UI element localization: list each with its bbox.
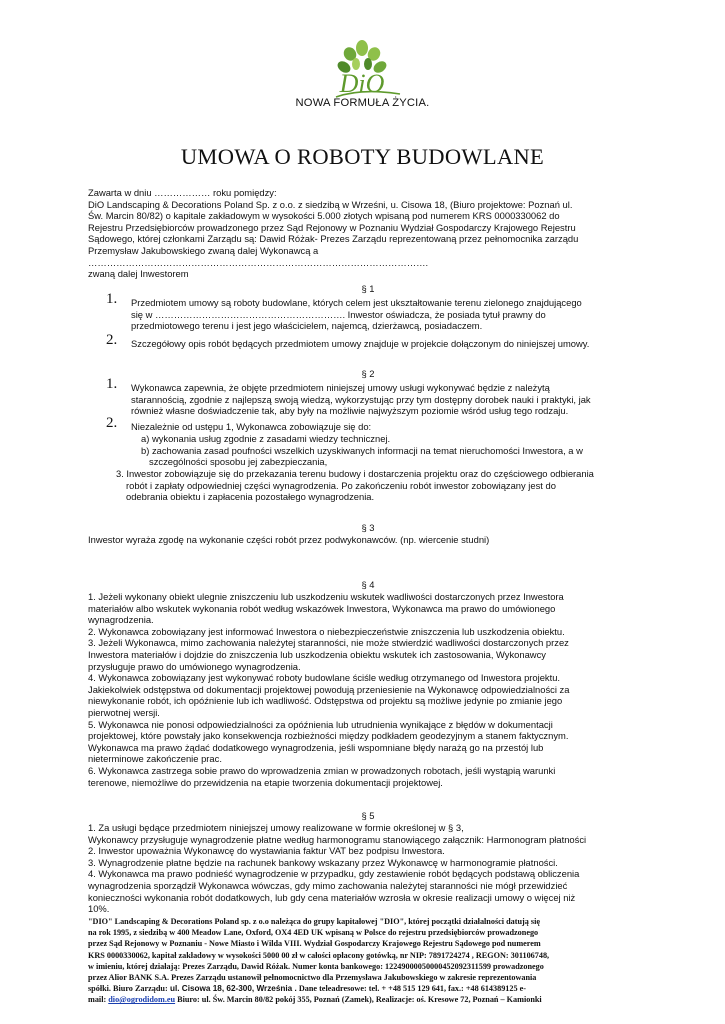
sub-item: b) zachowania zasad poufności wszelkich uzyskiwanych informacji na temat nieruchomości Inwestora, a w [141,444,583,456]
paragraph-line: projektowej, które powstały jako konsekwencja rozbieżności między podkładem geodezyjnym a stanem faktycznym. [88,730,569,742]
paragraph-line: Inwestora materiałów i dojdzie do zniszczenia lub uszkodzenia obiektu wskutek ich zastosowania, Wykonawcy [88,648,546,660]
paragraph-line: robót i zapłaty odpowiedniej części wynagrodzenia. Po zakończeniu robót inwestor zobowiązany jest do [126,479,556,491]
footer-line [88,983,648,994]
item-line: starannością, zgodnie z najlepszą swoją wiedzą, wykorzystując przy tym dostępny dorobek nauki i praktyki, jak [131,393,591,405]
paragraph-line: 4. Wykonawca ma prawo podnieść wynagrodzenie w przypadku, gdy zestawienie robót będących podstawą obliczenia [88,868,580,880]
section-4-heading: § 4 [361,579,375,590]
item-line: Wykonawca zapewnia, że objęte przedmiotem niniejszej umowy usługi wykonywać będzie z należytą [131,382,550,393]
footer-line: przez Sąd Rejonowy w Poznaniu - Nowe Miasto i Wilda VIII. Wydział Gospodarczy Krajowego Rejestru Sądowego pod numerem [88,939,541,949]
section-2-sublist [141,433,641,468]
section-3-text: Inwestor wyraża zgodę na wykonanie części robót przez podwykonawców. (np. wiercenie studni) [88,534,490,545]
paragraph-line: terenowe, niemożliwe do przewidzenia na etapie tworzenia dokumentacji projektowej. [88,776,443,788]
paragraph-line: 4. Wykonawca zobowiązany jest wykonywać roboty budowlane ściśle według otrzymanego od Inwestora projektu. [88,672,561,684]
intro-line: zwaną dalej Inwestorem [88,268,189,280]
intro-line: Św. Marcin 80/82) o kapitale zakładowym w wysokości 5.000 złotych wpisaną pod numerem KRS 0000330062 do [88,210,560,222]
footer-contact: Dane teleadresowe: tel. + +48 515 129 641, fax.: +48 614389125 e- [296,984,526,994]
company-footer [88,916,648,1006]
paragraph-line: 3. Inwestor zobowiązuje się do przekazania terenu budowy i dostarczenia projektu oraz do częściowego odbierania [116,468,594,479]
paragraph-line: odebrania obiektu i zapłacenia pozostałego wynagrodzenia. [126,491,375,503]
paragraph-line: wynagrodzenia. [88,614,154,626]
sub-item: szczególności sposobu jej zabezpieczania, [149,456,328,468]
section-5-heading: § 5 [361,810,375,821]
item-line: się w ……………………………………………………. Inwestor oświadcza, że posiada tytuł prawny do [131,308,546,320]
paragraph-line: 1. Jeżeli wykonany obiekt ulegnie zniszczeniu lub uszkodzeniu wskutek wadliwości dostarczonych przez Inwestora [88,591,564,602]
intro-block [88,187,648,280]
paragraph-line: nieterminowe zakończenie prac. [88,753,222,765]
paragraph-line: Wykonawca ma prawo żądać dodatkowego wynagrodzenia, jeśli wspomniane błędy narażą go na przestój lub [88,741,544,753]
intro-line: Rejestru Przedsiębiorców prowadzonego przez Sąd Rejonowy w Poznaniu Wydział Gospodarczy Krajowego Rejestru [88,221,576,233]
item-line: również własne doświadczenie tak, aby były na możliwie najwyższym poziomie wśród usług tego rodzaju. [131,405,569,417]
footer-office-label: spółki. Biuro Zarządu: [88,984,168,994]
intro-line: ………………………………………………………………………………………………. [88,256,429,268]
intro-line: DiO Landscaping & Decorations Poland Sp. z o.o. z siedzibą w Wrześni, u. Cisowa 18, (Biuro projektowe: Poznań ul. [88,198,573,210]
section-4-body [88,591,648,788]
tagline: NOWA FORMUŁA ŻYCIA. [295,97,430,109]
section-2-heading: § 2 [361,368,375,379]
intro-line: Przemysław Jakubowskiego zwaną dalej Wykonawcą a [88,244,319,256]
footer-offices: Biuro: ul. Św. Marcin 80/82 pokój 355, Poznań (Zamek), Realizacje: oś. Kresowe 72, Poznań – Kamionki [175,995,542,1005]
section-1-heading: § 1 [361,283,375,294]
paragraph-line: niewykonanie robót, ich opóźnienie lub ich wadliwość. Odstępstwa od projektu są możliwe jedynie po zmianie jego [88,695,563,707]
intro-line: Zawarta w dniu ……………… roku pomiędzy: [88,187,277,198]
item-number: 2. [106,415,118,431]
paragraph-line: wynagrodzenia sporządził Wykonawca wówczas, gdy mimo zachowania należytej staranności nie mógł przewidzieć [88,879,568,891]
paragraph-line: konieczności wykonania robót dodatkowych, lub gdy cena materiałów wzrosła w okresie realizacji umowy o więcej niż [88,891,576,903]
paragraph-line: 3. Wynagrodzenie płatne będzie na rachunek bankowy wskazany przez Wykonawcę w harmonogramie płatności. [88,856,558,868]
paragraph-line: 3. Jeżeli Wykonawca, mimo zachowania należytej staranności, nie może stwierdzić wadliwości dostarczonych przez [88,637,569,649]
paragraph-line: 2. Wykonawca zobowiązany jest informować Inwestora o niebezpieczeństwie zniszczenia lub uszkodzenia obiektu. [88,625,565,637]
paragraph-line: 2. Inwestor upoważnia Wykonawcę do wystawiania faktur VAT bez podpisu Inwestora. [88,845,445,857]
paragraph-line: przysługuje prawo do umówionego wynagrodzenia. [88,660,301,672]
footer-mail-label: mail: [88,995,109,1005]
section-2-point-3 [116,468,656,503]
paragraph-line: materiałów albo wskutek wykonania robót według wskazówek Inwestora, Wykonawca ma prawo do umówionego [88,602,556,614]
item-line: Niezależnie od ustępu 1, Wykonawca zobowiązuje się do: [131,421,372,432]
footer-address: ul. Cisowa 18, 62-300, Września . [167,984,297,994]
paragraph-line: Wykonawcy przysługuje wynagrodzenie płatne według harmonogramu stanowiącego załącznik: Harmonogram płatności [88,833,587,845]
footer-line: KRS 0000330062, kapitał zakładowy w wysokości 5000 00 zł w całości opłacony gotówką, nr NIP: 7891724274 , REGON: 301106748, [88,950,550,960]
section-5-body [88,822,648,915]
item-number: 2. [106,332,118,348]
paragraph-line: Jakiekolwiek odstępstwa od dokumentacji projektowej powodują przeniesienie na Wykonawcę odpowiedzialności za [88,683,570,695]
footer-line: w imieniu, której działają: Prezes Zarządu, Dawid Różak. Numer konta bankowego: 12249000050000452092311599 prowadzonego [88,961,544,971]
footer-line: "DIO" Landscaping & Decorations Poland sp. z o.o należąca do grupy kapitałowej "DIO", której początki działalności datują się [88,917,540,926]
item-number: 1. [106,376,118,392]
paragraph-line: 6. Wykonawca zastrzega sobie prawo do wprowadzenia zmian w prowadzonych robotach, jeśli wystąpią warunki [88,764,556,776]
intro-line: Sądowego, której członkami Zarządu są: Dawid Różak- Prezes Zarządu reprezentowaną przez pełnomocnika zarządu [88,233,579,245]
paragraph-line: 5. Wykonawca nie ponosi odpowiedzialności za opóźnienia lub utrudnienia wynikające z błędów w dokumentacji [88,718,553,730]
footer-line [88,994,648,1005]
footer-line: na rok 1995, z siedzibą w 400 Meadow Lane, Oxford, OX4 4ED UK wpisaną w Polsce do rejestru przedsiębiorców prowadzonego [88,928,539,938]
paragraph-line: pierwotnej wersji. [88,706,160,718]
email-link[interactable]: dio@ogrodidom.eu [108,995,176,1005]
item-line: Szczegółowy opis robót będących przedmiotem umowy znajduje w projekcie dołączonym do niniejszej umowy. [131,338,590,349]
document-title: UMOWA O ROBOTY BUDOWLANE [180,144,545,169]
item-line: Przedmiotem umowy są roboty budowlane, których celem jest ukształtowanie terenu zielonego znajdującego [131,297,582,308]
item-number: 1. [106,291,118,307]
logo-text: DiO [339,69,385,98]
paragraph-line: 1. Za usługi będące przedmiotem niniejszej umowy realizowane w formie określonej w § 3, [88,822,464,833]
section-3-heading: § 3 [361,522,375,533]
sub-item: a) wykonania usług zgodnie z zasadami wiedzy technicznej. [141,433,391,444]
paragraph-line: 10%. [88,903,110,915]
item-line: przedmiotowego terenu i jest jego właścicielem, najemcą, dzierżawcą, posiadaczem. [131,320,483,332]
footer-line: przez Alior BANK S.A. Prezes Zarządu ustanowił pełnomocnictwo dla Przemysława Jakubowskiego w zakresie reprezentowania [88,973,537,983]
